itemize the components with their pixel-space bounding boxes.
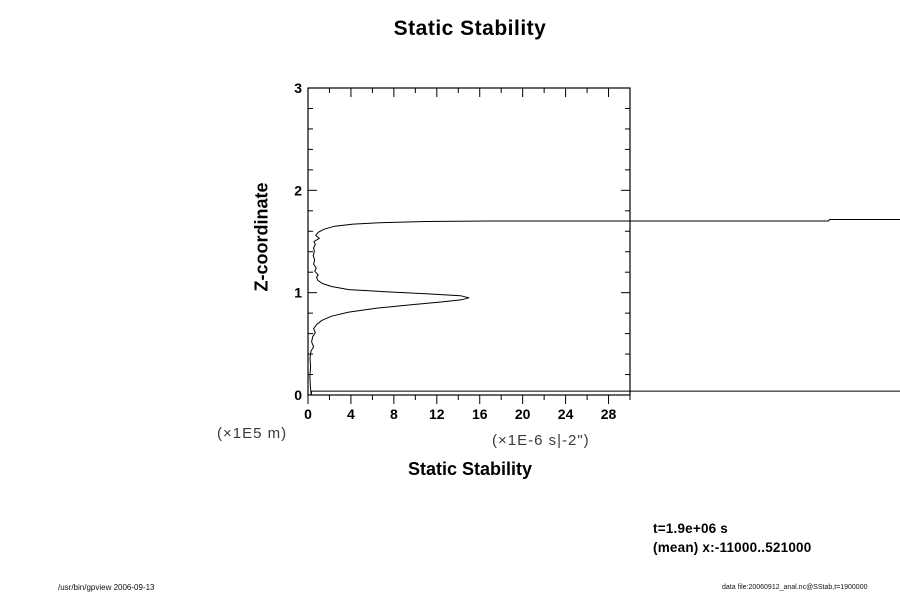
y-tick-label: 1 bbox=[294, 284, 302, 301]
mean-range-annotation: (mean) x:-11000..521000 bbox=[653, 540, 812, 555]
data-source-footer: data file:20060912_anal.nc@SStab,t=1900000 bbox=[722, 584, 868, 591]
x-tick-label: 24 bbox=[557, 406, 574, 422]
x-axis-title: Static Stability bbox=[407, 459, 533, 479]
plot-frame bbox=[308, 88, 630, 395]
x-tick-label: 4 bbox=[347, 406, 355, 422]
generator-footer: /usr/bin/gpview 2006-09-13 bbox=[58, 583, 155, 592]
x-tick-label: 0 bbox=[304, 406, 312, 422]
x-axis-unit-label: (×1E-6 s|-2") bbox=[492, 432, 590, 449]
y-axis-title: Z-coordinate bbox=[251, 182, 272, 292]
x-tick-label: 28 bbox=[600, 406, 617, 422]
y-tick-label: 0 bbox=[294, 387, 302, 403]
chart-title: Static Stability bbox=[393, 17, 547, 40]
x-tick-label: 20 bbox=[514, 406, 531, 422]
time-annotation: t=1.9e+06 s bbox=[653, 521, 729, 536]
x-tick-label: 12 bbox=[429, 406, 445, 422]
y-tick-label: 2 bbox=[294, 182, 302, 199]
y-axis-unit-label: (×1E5 m) bbox=[217, 425, 288, 442]
x-tick-label: 8 bbox=[389, 406, 398, 422]
x-tick-label: 16 bbox=[471, 406, 488, 422]
profile-line bbox=[310, 220, 900, 396]
y-tick-label: 3 bbox=[294, 80, 302, 96]
